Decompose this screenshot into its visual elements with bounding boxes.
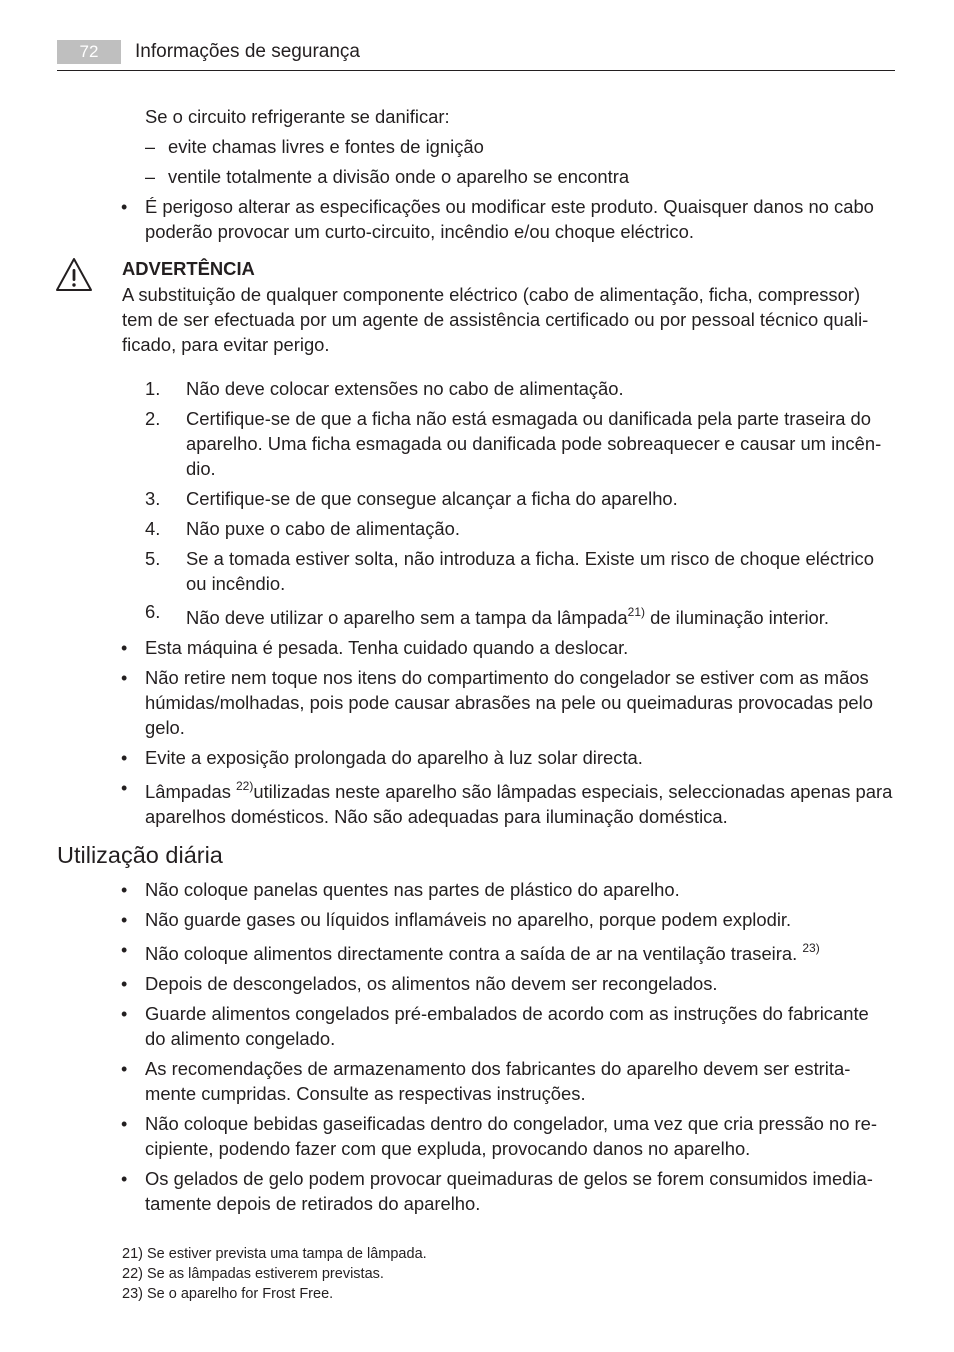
footnote-ref-23: 23) [802,941,820,955]
bullet-marker: • [121,638,128,658]
numbered-item-6-text-a: Não deve utilizar o aparelho sem a tampa da lâmpada [186,607,628,628]
warning-line-3: ficado, para evitar perigo. [122,334,330,355]
bullet-marker: • [121,748,128,768]
bullet-modify-line-2: poderão provocar um curto-circuito, incêndio e/ou choque eléctrico. [145,221,694,242]
warning-title: ADVERTÊNCIA [122,258,255,279]
numbered-item-5-line-1: Se a tomada estiver solta, não introduza a ficha. Existe um risco de choque eléctrico [186,548,874,569]
numbered-item-4: Não puxe o cabo de alimentação. [186,518,461,539]
list-number-1: 1. [145,378,161,399]
list-number-5: 5. [145,548,161,569]
bullet-modify-line-1: É perigoso alterar as especificações ou modificar este produto. Quaisquer danos no cabo [145,196,874,217]
bullet-ice-line-1: Os gelados de gelo podem provocar queimaduras de gelos se forem consumidos imedia- [145,1168,873,1189]
bullet-marker: • [121,1059,128,1079]
bullet-freezer-line-1: Não retire nem toque nos itens do compartimento do congelador se estiver com as mãos [145,667,869,688]
bullet-marker: • [121,197,128,217]
dash-item-ventilate: ventile totalmente a divisão onde o aparelho se encontra [168,166,630,187]
bullet-marker: • [121,880,128,900]
bullet-marker: • [121,974,128,994]
bullet-prepacked-line-1: Guarde alimentos congelados pré-embalados de acordo com as instruções do fabricante [145,1003,869,1024]
page-header [57,40,895,71]
footnote-ref-22: 22) [236,779,254,793]
bullet-vent-text: Não coloque alimentos directamente contra a saída de ar na ventilação traseira. [145,943,803,964]
bullet-pans: Não coloque panelas quentes nas partes de plástico do aparelho. [145,879,680,900]
numbered-item-2-line-3: dio. [186,458,216,479]
dash-marker: – [145,137,156,157]
bullet-sunlight: Evite a exposição prolongada do aparelho à luz solar directa. [145,747,643,768]
bullet-lamps-line-1 [145,780,892,805]
page-number: 72 [57,40,121,64]
bullet-drinks-line-2: cipiente, podendo fazer com que expluda, provocando danos no aparelho. [145,1138,751,1159]
bullet-marker: • [121,1169,128,1189]
footnote-22: 22) Se as lâmpadas estiverem previstas. [122,1266,384,1282]
warning-triangle-icon [54,256,94,294]
bullet-gases: Não guarde gases ou líquidos inflamáveis no aparelho, porque podem explodir. [145,909,792,930]
bullet-lamps-text-b: utilizadas neste aparelho são lâmpadas especiais, seleccionadas apenas para [253,781,893,802]
bullet-recommendations-line-2: mente cumpridas. Consulte as respectivas instruções. [145,1083,586,1104]
numbered-item-1: Não deve colocar extensões no cabo de alimentação. [186,378,624,399]
bullet-marker: • [121,940,128,960]
numbered-item-5-line-2: ou incêndio. [186,573,286,594]
section-heading-daily-use: Utilização diária [57,842,223,868]
footnote-21: 21) Se estiver prevista uma tampa de lâmpada. [122,1246,427,1262]
bullet-refreeze: Depois de descongelados, os alimentos não devem ser recongelados. [145,973,718,994]
bullet-lamps-text-a: Lâmpadas [145,781,236,802]
bullet-marker: • [121,668,128,688]
numbered-item-2-line-1: Certifique-se de que a ficha não está esmagada ou danificada pela parte traseira do [186,408,871,429]
list-number-4: 4. [145,518,161,539]
warning-line-1: A substituição de qualquer componente eléctrico (cabo de alimentação, ficha, compressor) [122,284,861,305]
numbered-item-3: Certifique-se de que consegue alcançar a ficha do aparelho. [186,488,678,509]
bullet-lamps-line-2: aparelhos domésticos. Não são adequadas para iluminação doméstica. [145,806,728,827]
bullet-freezer-line-3: gelo. [145,717,185,738]
numbered-item-2-line-2: aparelho. Uma ficha esmagada ou danificada pode sobreaquecer e causar um incên- [186,433,882,454]
footnote-ref-21: 21) [627,605,645,619]
circuit-text: Se o circuito refrigerante se danificar: [145,106,450,127]
dash-item-flames: evite chamas livres e fontes de ignição [168,136,484,157]
bullet-freezer-line-2: húmidas/molhadas, pois pode causar abrasões na pele ou queimaduras provocadas pelo [145,692,873,713]
bullet-recommendations-line-1: As recomendações de armazenamento dos fabricantes do aparelho devem ser estrita- [145,1058,851,1079]
bullet-marker: • [121,778,128,798]
bullet-marker: • [121,910,128,930]
list-number-2: 2. [145,408,161,429]
bullet-prepacked-line-2: do alimento congelado. [145,1028,336,1049]
list-number-3: 3. [145,488,161,509]
numbered-item-6-text-b: de iluminação interior. [644,607,829,628]
dash-marker: – [145,167,156,187]
footnote-23: 23) Se o aparelho for Frost Free. [122,1286,334,1302]
bullet-drinks-line-1: Não coloque bebidas gaseificadas dentro do congelador, uma vez que cria pressão no re- [145,1113,878,1134]
list-number-6: 6. [145,601,161,622]
bullet-heavy: Esta máquina é pesada. Tenha cuidado quando a deslocar. [145,637,629,658]
warning-line-2: tem de ser efectuada por um agente de assistência certificado ou por pessoal técnico quali- [122,309,869,330]
bullet-vent [145,942,820,967]
bullet-marker: • [121,1004,128,1024]
numbered-item-6 [186,606,829,631]
bullet-marker: • [121,1114,128,1134]
header-title: Informações de segurança [135,41,360,62]
bullet-ice-line-2: tamente depois de retirados do aparelho. [145,1193,481,1214]
